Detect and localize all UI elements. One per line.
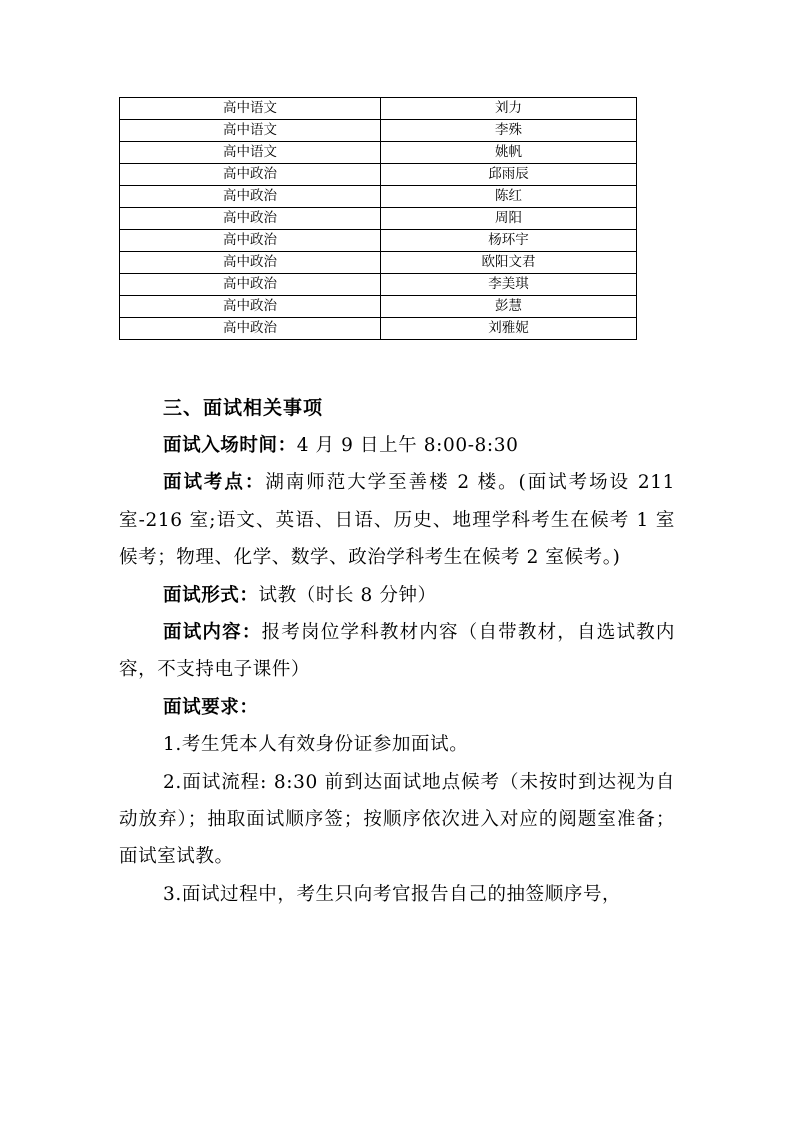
subject-cell: 高中政治 — [120, 230, 381, 252]
requirement-3: 3.面试过程中，考生只向考官报告自己的抽签顺序号， — [163, 883, 622, 905]
subject-cell: 高中政治 — [120, 208, 381, 230]
subject-cell: 高中政治 — [120, 186, 381, 208]
entry-time-value: 4 月 9 日上午 8:00-8:30 — [296, 435, 519, 456]
name-cell: 李美琪 — [381, 274, 637, 296]
location-value: 湖南师范大学至善楼 2 楼。(面试考场设 211 室-216 室;语文、英语、日语、历史、地理学科考生在候考 1 室候考；物理、化学、数学、政治学科考生在候考 2 室候考。) — [119, 472, 675, 569]
requirement-1: 1.考生凭本人有效身份证参加面试。 — [163, 734, 469, 756]
subject-cell: 高中政治 — [120, 318, 381, 340]
name-cell: 杨环宇 — [381, 230, 637, 252]
location-label: 面试考点： — [163, 472, 266, 494]
table-row — [120, 208, 637, 230]
subject-cell: 高中政治 — [120, 296, 381, 318]
table-row — [120, 120, 637, 142]
table-row — [120, 164, 637, 186]
name-cell: 刘力 — [381, 98, 637, 120]
table-row — [120, 318, 637, 340]
format-label: 面试形式： — [163, 584, 259, 606]
table-row — [120, 230, 637, 252]
name-cell: 彭慧 — [381, 296, 637, 318]
format-value: 试教（时长 8 分钟） — [258, 584, 437, 606]
table-row — [120, 142, 637, 164]
content-value: 报考岗位学科教材内容（自带教材，自选试教内容，不支持电子课件） — [119, 622, 675, 681]
table-row — [120, 98, 637, 120]
requirements-label: 面试要求： — [163, 696, 259, 718]
subject-cell: 高中政治 — [120, 164, 381, 186]
subject-cell: 高中语文 — [120, 98, 381, 120]
name-cell: 欧阳文君 — [381, 252, 637, 274]
subject-cell: 高中政治 — [120, 252, 381, 274]
content-paragraph — [119, 614, 675, 689]
table-row — [120, 252, 637, 274]
table-row — [120, 274, 637, 296]
entry-time-label: 面试入场时间： — [163, 435, 297, 456]
requirement-2: 2.面试流程: 8:30 前到达面试地点候考（未按时到达视为自动放弃）；抽取面试顺序签；按顺序依次进入对应的阅题室准备；面试室试教。 — [119, 771, 675, 868]
entry-time-paragraph — [119, 427, 675, 464]
subject-cell: 高中政治 — [120, 274, 381, 296]
subject-cell: 高中语文 — [120, 120, 381, 142]
name-cell: 陈红 — [381, 186, 637, 208]
candidate-table-body — [120, 98, 637, 340]
section-title: 三、面试相关事项 — [163, 397, 324, 419]
content-label: 面试内容： — [163, 622, 262, 644]
subject-cell: 高中语文 — [120, 142, 381, 164]
name-cell: 周阳 — [381, 208, 637, 230]
table-row — [120, 186, 637, 208]
format-paragraph — [119, 577, 675, 614]
name-cell: 姚帆 — [381, 142, 637, 164]
candidate-table — [119, 97, 637, 340]
name-cell: 刘雅妮 — [381, 318, 637, 340]
location-paragraph — [119, 464, 675, 576]
name-cell: 邱雨辰 — [381, 164, 637, 186]
name-cell: 李殊 — [381, 120, 637, 142]
section-body — [119, 427, 675, 913]
requirements-heading — [119, 689, 675, 726]
table-row — [120, 296, 637, 318]
